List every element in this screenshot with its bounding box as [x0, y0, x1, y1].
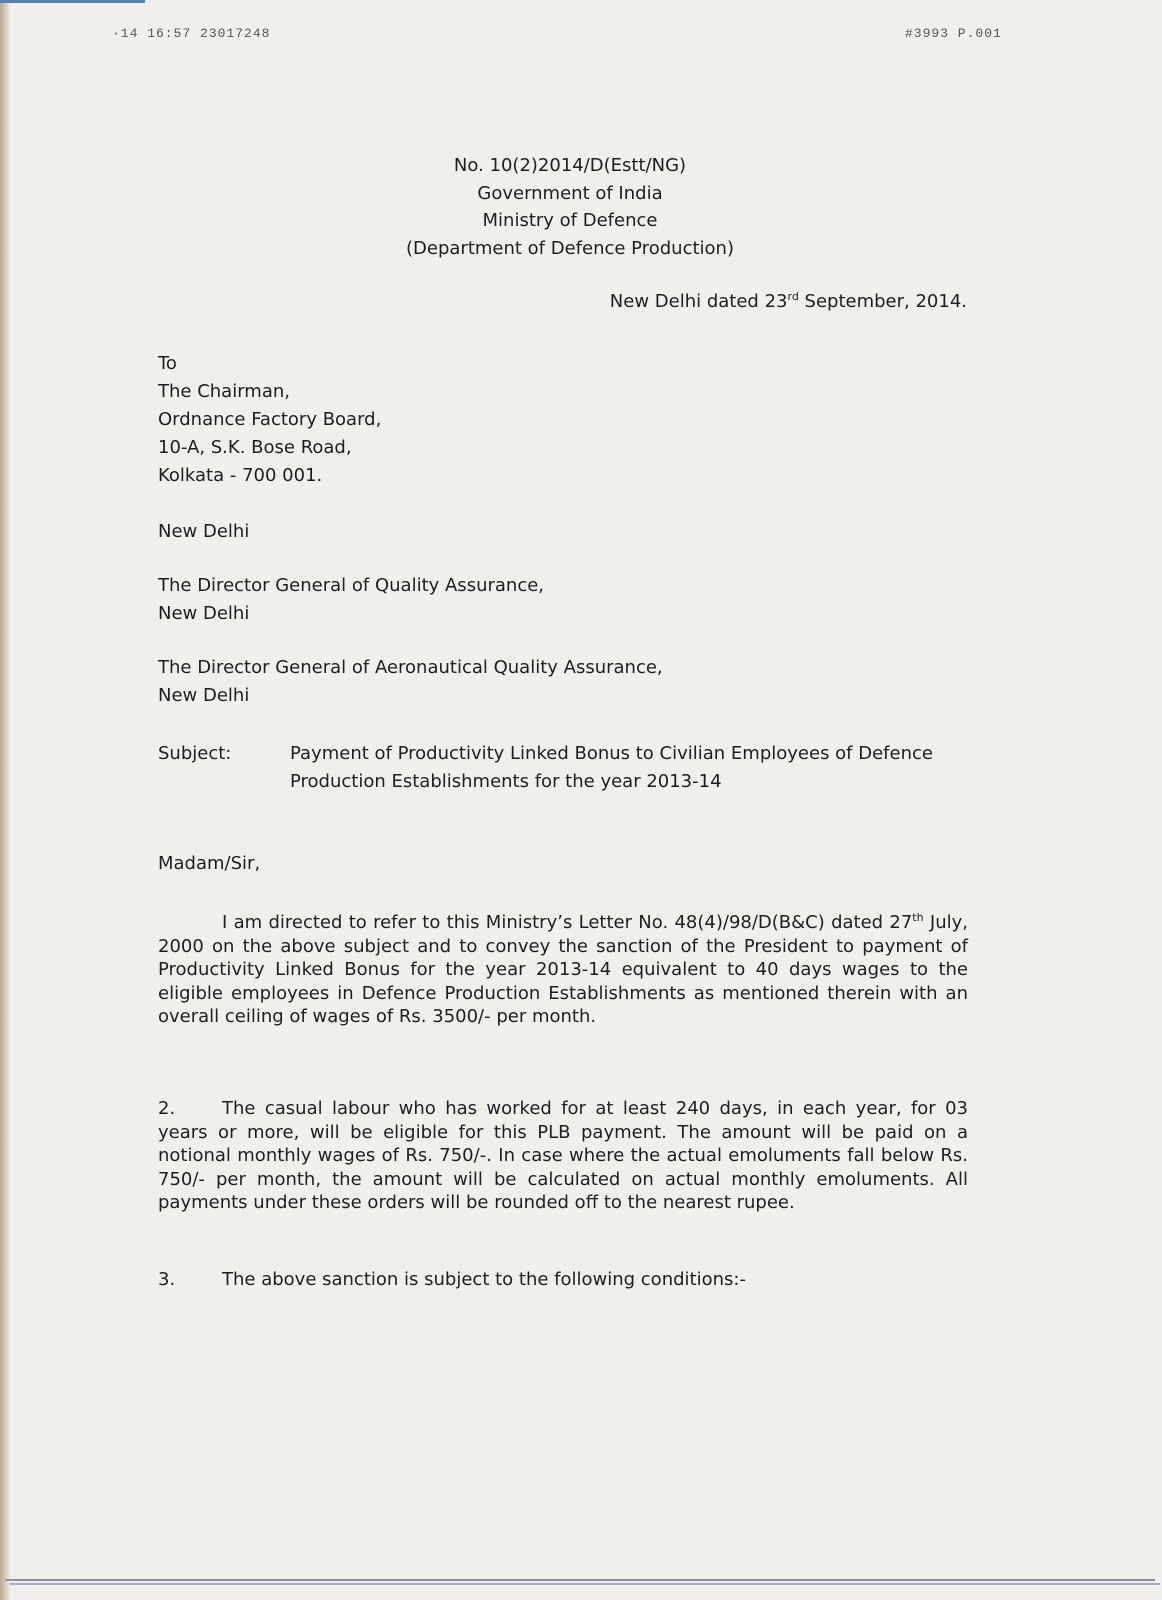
recipient-2: The Director General of Quality Assurance, New Delhi [158, 575, 545, 624]
scan-artifact [0, 0, 145, 3]
scan-bottom-line [5, 1579, 1155, 1581]
fax-header-right: #3993 P.001 [905, 26, 1002, 41]
salutation: Madam/Sir, [158, 853, 261, 874]
subject: Subject: Payment of Productivity Linked Bonus to Civilian Employees of Defence Production Establishments for the year 2013-14 [158, 743, 933, 792]
fax-header-left: ·14 16:57 23017248 [112, 26, 271, 41]
paragraph-1: I am directed to refer to this Ministry’s Letter No. 48(4)/98/D(B&C) dated 27th July, 2000 on the above subject and to convey the sanction of the President to payment of Productivity Linked Bonus for the year 2013-14 equivalent to 40 days wages to the eligible employees in Defence Production Establishments as mentioned therein with an overall ceiling of wages of Rs. 3500/- per month. [158, 911, 968, 1027]
paragraph-3: 3. The above sanction is subject to the following conditions:- [158, 1269, 746, 1290]
recipient-1: New Delhi [158, 521, 250, 542]
addressee: To The Chairman, Ordnance Factory Board, 10-A, S.K. Bose Road, Kolkata - 700 001. [158, 353, 382, 486]
file-number: No. 10(2)2014/D(Estt/NG) [453, 155, 687, 176]
recipient-3: The Director General of Aeronautical Quality Assurance, New Delhi [158, 657, 663, 706]
scan-bottom-line [10, 1583, 1160, 1585]
letterhead [300, 152, 840, 262]
ministry: Ministry of Defence [482, 210, 658, 231]
government: Government of India [477, 182, 663, 204]
department: (Department of Defence Production) [406, 237, 734, 259]
scan-edge [0, 0, 10, 1600]
letter-date: New Delhi dated 23rd September, 2014. [609, 290, 967, 312]
paragraph-2: 2. The casual labour who has worked for at least 240 days, in each year, for 03 years or more, will be eligible for this PLB payment. The amount will be paid on a notional monthly wages of Rs. 750/-. In case where the actual emoluments fall below Rs. 750/- per month, the amount will be calculated on actual monthly emoluments. All payments under these orders will be rounded off to the nearest rupee. [158, 1098, 968, 1213]
